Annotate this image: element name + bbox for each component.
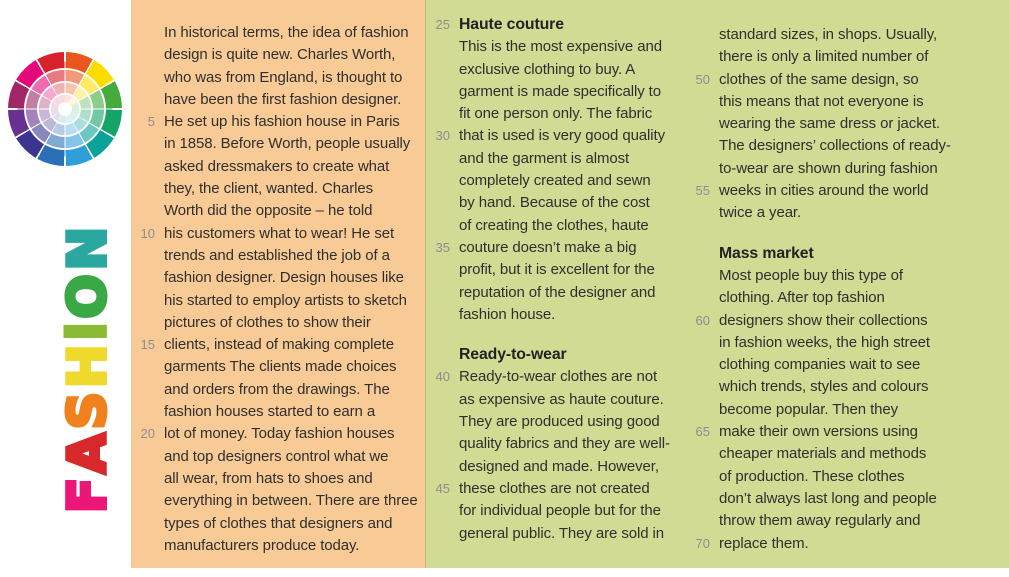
text-line-content: for individual people but for the (459, 502, 661, 520)
line-number: 25 (435, 17, 450, 32)
text-line-content: which trends, styles and colours (719, 378, 929, 396)
text-line (692, 71, 986, 93)
text-line (137, 537, 425, 559)
text-line-content: become popular. Then they (719, 400, 899, 418)
text-line (692, 204, 986, 226)
text-line-content: twice a year. (719, 204, 802, 222)
text-line (692, 378, 986, 400)
text-line (137, 247, 425, 269)
text-line (137, 358, 425, 380)
title-letter: i (58, 322, 118, 341)
text-line-content: his started to employ artists to sketch (164, 291, 407, 309)
text-line-content: in 1858. Before Worth, people usually (164, 135, 411, 153)
text-line-content: clothing. After top fashion (719, 289, 885, 307)
section-heading: Mass market (719, 244, 814, 262)
text-line-content: weeks in cities around the world (719, 182, 929, 200)
text-line-content: replace them. (719, 534, 809, 552)
text-line (137, 46, 425, 68)
text-line (692, 160, 986, 182)
text-line (137, 381, 425, 403)
line-number: 45 (435, 480, 450, 496)
text-line-content: of production. These clothes (719, 467, 905, 485)
text-line-content: designed and made. However, (459, 457, 659, 475)
text-line (137, 515, 425, 537)
text-line (432, 261, 686, 283)
line-number: 55 (695, 183, 710, 199)
line-number: 60 (695, 312, 710, 328)
text-line (432, 368, 686, 390)
text-line-content: This is the most expensive and (459, 38, 662, 56)
text-line (692, 468, 986, 490)
text-line (137, 135, 425, 157)
text-line-content: fashion houses started to earn a (164, 403, 376, 421)
text-line (432, 83, 686, 105)
text-line (692, 356, 986, 378)
text-line-content: to-wear are shown during fashion (719, 159, 938, 177)
text-line (692, 535, 986, 557)
text-line-content: lot of money. Today fashion houses (164, 425, 395, 443)
text-line (692, 423, 986, 445)
text-line-content: throw them away regularly and (719, 512, 921, 530)
text-line-content: reputation of the designer and (459, 283, 656, 301)
text-line-content: design is quite new. Charles Worth, (164, 46, 396, 64)
text-line-content: this means that not everyone is (719, 92, 924, 110)
text-column-middle (426, 0, 686, 568)
text-line (692, 445, 986, 467)
section-heading: Ready-to-wear (459, 346, 567, 364)
text-line (692, 490, 986, 512)
text-line (432, 127, 686, 149)
color-wheel-image (8, 52, 122, 166)
text-line-content: trends and established the job of a (164, 246, 390, 264)
text-line (137, 336, 425, 358)
text-line-content: who was from England, is thought to (164, 68, 403, 86)
text-line (692, 312, 986, 334)
line-number: 30 (435, 128, 450, 144)
text-line-content: He set up his fashion house in Paris (164, 113, 400, 131)
text-line-content: everything in between. There are three (164, 492, 418, 510)
text-line-content: these clothes are not created (459, 479, 650, 497)
text-line (137, 403, 425, 425)
line-number: 20 (140, 426, 155, 442)
text-line (137, 425, 425, 447)
text-line-content: types of clothes that designers and (164, 514, 393, 532)
text-line (692, 334, 986, 356)
text-line (432, 306, 686, 328)
text-line (137, 492, 425, 514)
text-line (432, 391, 686, 413)
section-heading-line (432, 16, 686, 38)
text-line (692, 401, 986, 423)
text-line (432, 217, 686, 239)
text-line (137, 448, 425, 470)
text-line-content: clothing companies wait to see (719, 356, 921, 374)
text-line-content: and the garment is almost (459, 149, 630, 167)
text-line-content: quality fabrics and they are well- (459, 435, 670, 453)
text-line-content: they, the client, wanted. Charles (164, 180, 374, 198)
text-line (692, 137, 986, 159)
text-line-content: Most people buy this type of (719, 266, 903, 284)
text-line-content: cheaper materials and methods (719, 445, 927, 463)
title-letter: S (58, 391, 118, 430)
text-line (692, 182, 986, 204)
text-line-content: asked dressmakers to create what (164, 157, 390, 175)
title-letter: O (58, 274, 118, 319)
line-number: 70 (695, 535, 710, 551)
line-number: 10 (140, 225, 155, 241)
text-line (432, 239, 686, 261)
line-number: 40 (435, 369, 450, 385)
section-heading-line (432, 346, 686, 368)
text-line (432, 413, 686, 435)
line-number: 35 (435, 239, 450, 255)
text-line (137, 91, 425, 113)
text-line-content: there is only a limited number of (719, 48, 929, 66)
left-margin-panel (0, 0, 131, 568)
text-line (432, 502, 686, 524)
text-line (692, 48, 986, 70)
text-line (692, 93, 986, 115)
title-letter: N (58, 226, 118, 271)
text-line-content: Worth did the opposite – he told (164, 202, 373, 220)
text-line (692, 289, 986, 311)
text-line (432, 480, 686, 502)
text-line-content: make their own versions using (719, 423, 918, 441)
text-line (432, 61, 686, 83)
text-line (692, 115, 986, 137)
line-number: 65 (695, 424, 710, 440)
text-line-content: garments The clients made choices (164, 358, 397, 376)
text-line-content: in fashion weeks, the high street (719, 333, 930, 351)
paragraph-gap (432, 328, 686, 346)
text-line-content: general public. They are sold in (459, 524, 664, 542)
text-line (432, 525, 686, 547)
color-wheel-center (58, 102, 72, 116)
text-line-content: pictures of clothes to show their (164, 313, 371, 331)
text-line (432, 38, 686, 60)
text-line-content: couture doesn’t make a big (459, 238, 637, 256)
text-line-content: standard sizes, in shops. Usually, (719, 26, 938, 43)
text-line (432, 458, 686, 480)
section-heading: Haute couture (459, 16, 564, 33)
text-line-content: don’t always last long and people (719, 489, 937, 507)
text-column-right (686, 0, 986, 568)
text-line (137, 225, 425, 247)
text-line (692, 267, 986, 289)
text-line (137, 158, 425, 180)
text-line (432, 435, 686, 457)
text-line (137, 24, 425, 46)
text-line (692, 26, 986, 48)
text-line-content: fit one person only. The fabric (459, 105, 653, 123)
text-line-content: and orders from the drawings. The (164, 380, 390, 398)
text-line-content: They are produced using good (459, 413, 660, 431)
text-line-content: and top designers control what we (164, 447, 389, 465)
section-heading-line (692, 245, 986, 267)
text-line (432, 172, 686, 194)
title-letter: A (58, 433, 118, 474)
text-line (137, 314, 425, 336)
text-line (137, 202, 425, 224)
line-number: 50 (695, 71, 710, 87)
text-line-content: designers show their collections (719, 311, 928, 329)
text-line (432, 194, 686, 216)
text-line-content: garment is made specifically to (459, 82, 661, 100)
text-line (137, 180, 425, 202)
paragraph-gap (692, 227, 986, 245)
title-letter: H (58, 344, 118, 388)
text-line-content: of creating the clothes, haute (459, 216, 649, 234)
text-line-content: In historical terms, the idea of fashion (164, 24, 409, 41)
text-line-content: manufacturers produce today. (164, 536, 360, 554)
text-line-content: wearing the same dress or jacket. (719, 115, 940, 133)
title-letter: F (58, 477, 118, 514)
text-line (432, 150, 686, 172)
text-line-content: all wear, from hats to shoes and (164, 469, 373, 487)
text-line (137, 470, 425, 492)
text-line-content: by hand. Because of the cost (459, 194, 650, 212)
text-line-content: completely created and sewn (459, 172, 651, 190)
text-line (432, 284, 686, 306)
text-line-content: fashion designer. Design houses like (164, 269, 404, 287)
text-line-content: his customers what to wear! He set (164, 224, 395, 242)
text-line-content: profit, but it is excellent for the (459, 261, 655, 279)
line-number: 5 (147, 114, 155, 130)
text-line-content: exclusive clothing to buy. A (459, 60, 636, 78)
vertical-title (55, 180, 121, 560)
text-line (692, 512, 986, 534)
text-line (137, 69, 425, 91)
intro-text-panel (131, 0, 425, 568)
text-line-content: Ready-to-wear clothes are not (459, 368, 658, 386)
text-line-content: clothes of the same design, so (719, 70, 919, 88)
line-number: 15 (140, 337, 155, 353)
text-line-content: fashion house. (459, 305, 556, 323)
text-line-content: clients, instead of making complete (164, 336, 394, 354)
body-text-panel (425, 0, 1009, 568)
text-line-content: that is used is very good quality (459, 127, 665, 145)
text-line (137, 292, 425, 314)
text-line (137, 269, 425, 291)
text-line-content: as expensive as haute couture. (459, 390, 664, 408)
text-line-content: have been the first fashion designer. (164, 90, 402, 108)
text-line-content: The designers’ collections of ready- (719, 137, 951, 155)
text-line (432, 105, 686, 127)
text-line (137, 113, 425, 135)
